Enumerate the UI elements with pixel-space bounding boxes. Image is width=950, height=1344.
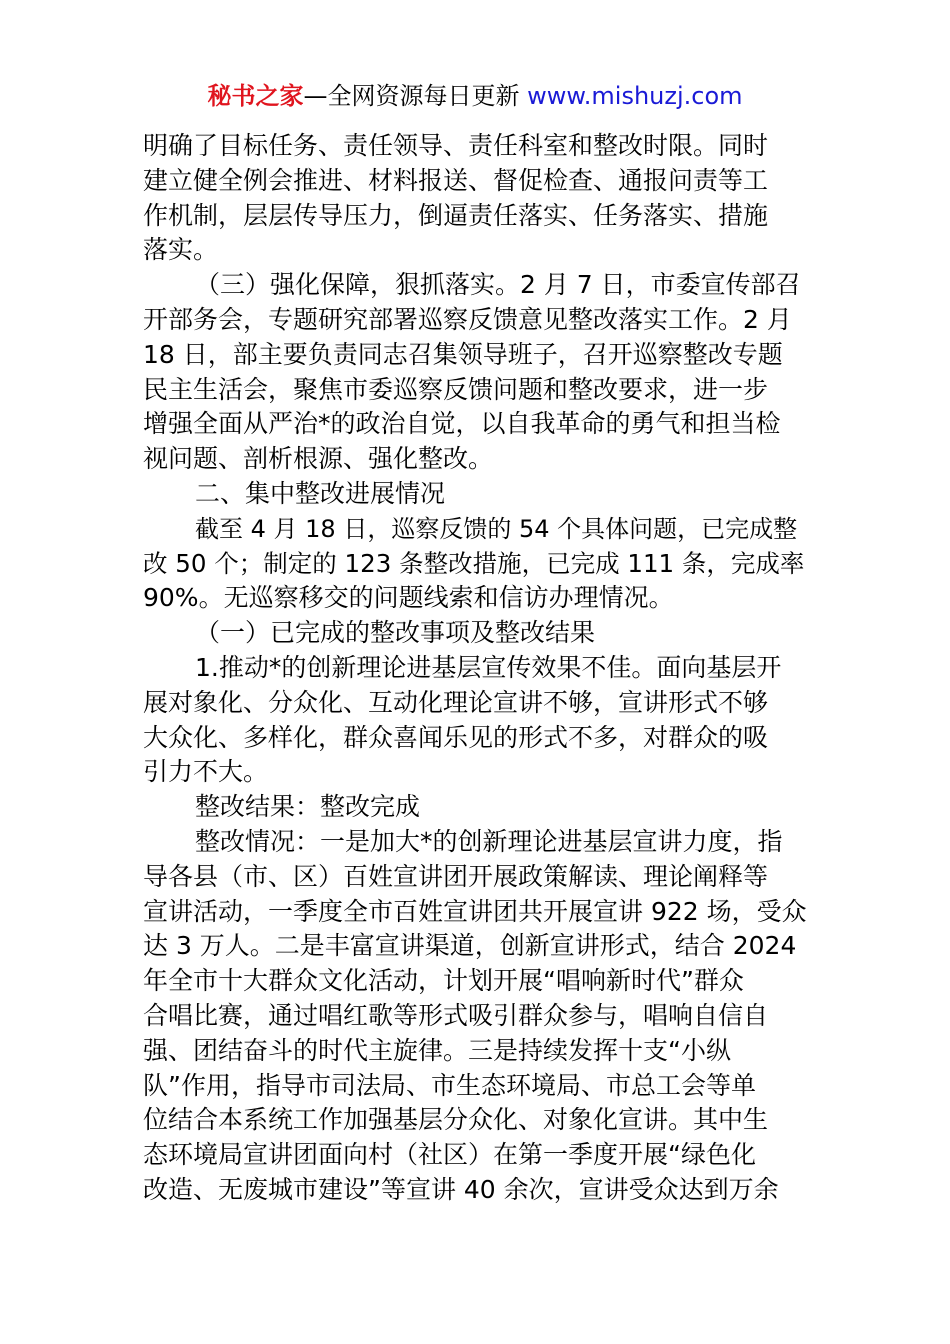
text-line: 落实。 — [143, 235, 219, 265]
text-line: 年全市十大群众文化活动，计划开展“唱响新时代”群众 — [143, 966, 744, 996]
text-line: 引力不大。 — [143, 757, 269, 787]
text-line: 态环境局宣讲团面向村（社区）在第一季度开展“绿色化 — [143, 1140, 756, 1170]
text-line: 截至 4 月 18 日，巡察反馈的 54 个具体问题，已完成整 — [195, 514, 798, 543]
text-line: 宣讲活动，一季度全市百姓宣讲团共开展宣讲 922 场，受众 — [143, 896, 807, 926]
brand-name: 秘书之家 — [207, 82, 304, 110]
text-line: 建立健全例会推进、材料报送、督促检查、通报问责等工 — [143, 165, 769, 195]
text-line: 合唱比赛，通过唱红歌等形式吸引群众参与，唱响自信自 — [143, 1000, 769, 1030]
site-url[interactable]: www.mishuzj.com — [527, 82, 743, 110]
text-line: 改造、无废城市建设”等宣讲 40 余次，宣讲受众达到万余 — [143, 1174, 779, 1204]
site-header — [0, 80, 950, 112]
text-line: 1.推动*的创新理论进基层宣传效果不佳。面向基层开 — [195, 652, 782, 682]
text-line: 二、集中整改进展情况 — [195, 478, 446, 508]
text-line: 队”作用，指导市司法局、市生态环境局、市总工会等单 — [143, 1070, 756, 1100]
text-line: 18 日，部主要负责同志召集领导班子，召开巡察整改专题 — [143, 339, 783, 369]
text-line: 视问题、剖析根源、强化整改。 — [143, 444, 494, 474]
text-line: 位结合本系统工作加强基层分众化、对象化宣讲。其中生 — [143, 1105, 769, 1135]
text-line: 大众化、多样化，群众喜闻乐见的形式不多，对群众的吸 — [143, 722, 769, 752]
text-line: 增强全面从严治*的政治自觉，以自我革命的勇气和担当检 — [143, 409, 781, 439]
text-line: 整改情况：一是加大*的创新理论进基层宣讲力度，指 — [195, 826, 783, 856]
text-line: 达 3 万人。二是丰富宣讲渠道，创新宣讲形式，结合 2024 — [143, 931, 797, 961]
text-line: 作机制，层层传导压力，倒逼责任落实、任务落实、措施 — [143, 200, 769, 230]
text-line: 开部务会，专题研究部署巡察反馈意见整改落实工作。2 月 — [143, 304, 792, 334]
text-line: 明确了目标任务、责任领导、责任科室和整改时限。同时 — [143, 131, 769, 160]
text-line: 展对象化、分众化、互动化理论宣讲不够，宣讲形式不够 — [143, 687, 769, 717]
text-line: （三）强化保障，狠抓落实。2 月 7 日，市委宣传部召 — [195, 270, 801, 300]
document-body — [143, 129, 807, 1208]
text-line: 民主生活会，聚焦市委巡察反馈问题和整改要求，进一步 — [143, 374, 769, 404]
header-tagline: —全网资源每日更新 — [303, 82, 520, 110]
text-line: 90%。无巡察移交的问题线索和信访办理情况。 — [143, 583, 674, 613]
text-line: 整改结果：整改完成 — [195, 792, 421, 822]
text-line: 改 50 个；制定的 123 条整改措施，已完成 111 条，完成率 — [143, 548, 805, 578]
text-line: 强、团结奋斗的时代主旋律。三是持续发挥十支“小纵 — [143, 1035, 731, 1065]
text-line: 导各县（市、区）百姓宣讲团开展政策解读、理论阐释等 — [143, 861, 769, 891]
text-line: （一）已完成的整改事项及整改结果 — [195, 618, 596, 648]
